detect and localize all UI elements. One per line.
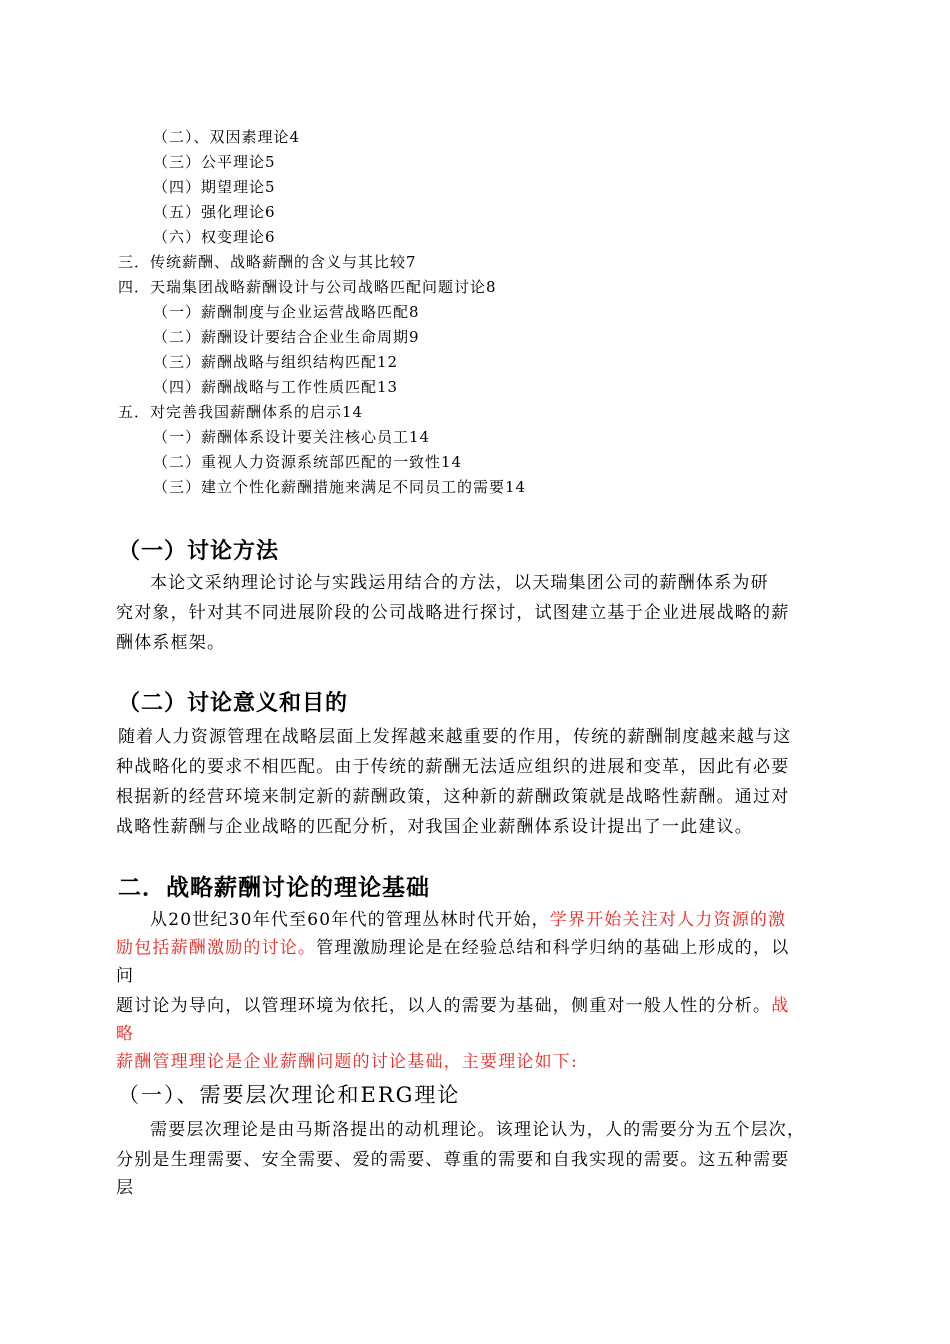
toc-item[interactable]: （三）建立个性化薪酬措施来满足不同员工的需要14 <box>153 478 527 496</box>
paragraph-line: 需要层次理论是由马斯洛提出的动机理论。该理论认为，人的需要分为五个层次， <box>150 1120 806 1140</box>
paragraph-line: 根据新的经营环境来制定新的薪酬政策，这种新的薪酬政策就是战略性薪酬。通过对 <box>116 787 790 807</box>
toc-item[interactable]: （二）、双因素理论4 <box>153 128 301 146</box>
paragraph-line: 战略性薪酬与企业战略的匹配分析，对我国企业薪酬体系设计提出了一此建议。 <box>116 817 753 837</box>
section-heading-method: （一）讨论方法 <box>118 539 280 564</box>
highlighted-text: 励包括薪酬激励的讨论。 <box>116 938 317 958</box>
paragraph-line <box>116 992 789 1020</box>
paragraph-line: 分别是生理需要、安全需要、爱的需要、尊重的需要和自我实现的需要。这五种需要 <box>116 1150 790 1170</box>
paragraph-line <box>150 906 786 934</box>
text-run: 题讨论为导向，以管理环境为依托，以人的需要为基础，侧重对一般人性的分析。 <box>116 996 772 1016</box>
toc-item[interactable]: （一）薪酬体系设计要关注核心员工14 <box>153 428 431 446</box>
paragraph-line: 随着人力资源管理在战略层面上发挥越来越重要的作用，传统的薪酬制度越来越与这 <box>118 727 792 747</box>
paragraph-line <box>116 934 789 962</box>
paragraph-line: 究对象，针对其不同进展阶段的公司战略进行探讨，试图建立基于企业进展战略的薪 <box>116 603 790 623</box>
toc-item[interactable]: （四）期望理论5 <box>153 178 276 196</box>
toc-item[interactable]: 五．对完善我国薪酬体系的启示14 <box>118 403 364 421</box>
toc-item[interactable]: （二）重视人力资源系统部匹配的一致性14 <box>153 453 463 471</box>
paragraph-line: 酬体系框架。 <box>116 633 226 653</box>
toc-item[interactable]: （二）薪酬设计要结合企业生命周期9 <box>153 328 420 346</box>
toc-item[interactable]: （三）薪酬战略与组织结构匹配12 <box>153 353 399 371</box>
paragraph-line: 种战略化的要求不相匹配。由于传统的薪酬无法适应组织的进展和变革，因此有必要 <box>116 757 790 777</box>
section-heading-purpose: （二）讨论意义和目的 <box>118 691 349 716</box>
subsection-heading: （一）、需要层次理论和ERG理论 <box>118 1083 461 1107</box>
toc-item[interactable]: （一）薪酬制度与企业运营战略匹配8 <box>153 303 420 321</box>
highlighted-text: 学界开始关注对人力资源的激 <box>549 910 787 930</box>
highlighted-text: 战 <box>771 996 790 1016</box>
paragraph-line: 薪酬管理理论是企业薪酬问题的讨论基础，主要理论如下: <box>116 1052 578 1072</box>
toc-item[interactable]: （四）薪酬战略与工作性质匹配13 <box>153 378 399 396</box>
chapter-heading: 二．战略薪酬讨论的理论基础 <box>118 875 430 901</box>
toc-item[interactable]: 三．传统薪酬、战略薪酬的含义与其比较7 <box>118 253 417 271</box>
paragraph-line: 本论文采纳理论讨论与实践运用结合的方法，以天瑞集团公司的薪酬体系为研 <box>150 573 769 593</box>
paragraph-line: 略 <box>116 1024 135 1044</box>
paragraph-line: 问 <box>116 966 135 986</box>
toc-item[interactable]: （六）权变理论6 <box>153 228 276 246</box>
toc-item[interactable]: （三）公平理论5 <box>153 153 276 171</box>
toc-item[interactable]: （五）强化理论6 <box>153 203 276 221</box>
toc-item[interactable]: 四．天瑞集团战略薪酬设计与公司战略匹配问题讨论8 <box>118 278 497 296</box>
text-run: 从20世纪30年代至60年代的管理丛林时代开始， <box>150 910 550 930</box>
paragraph-line: 层 <box>116 1178 135 1198</box>
text-run: 管理激励理论是在经验总结和科学归纳的基础上形成的，以 <box>316 938 790 958</box>
